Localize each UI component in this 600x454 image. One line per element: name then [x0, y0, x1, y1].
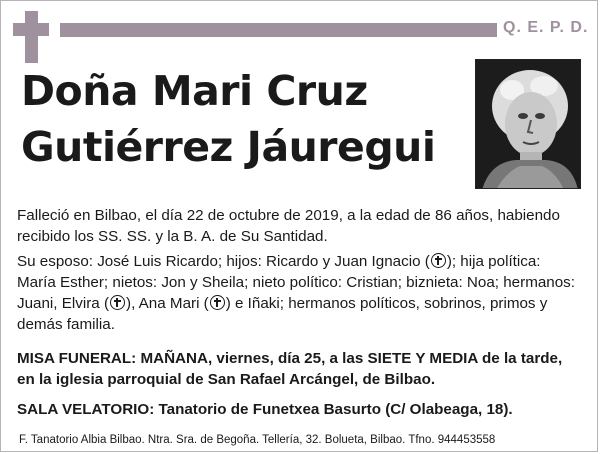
qepd-label: Q. E. P. D.	[503, 19, 589, 36]
death-notice-paragraph: Falleció en Bilbao, el día 22 de octubre de 2019, a la edad de 86 años, habiendo recibido los SS. SS. y la B. A. de Su Santidad.	[17, 207, 560, 245]
family-text-part-1: Su esposo: José Luis Ricardo; hijos: Ricardo y Juan Ignacio (	[17, 253, 430, 270]
deceased-cross-icon	[210, 295, 225, 310]
funeral-mass-paragraph: MISA FUNERAL: MAÑANA, viernes, día 25, a las SIETE Y MEDIA de la tarde, en la iglesia parroquial de San Rafael Arcángel, de Bilbao.	[17, 350, 563, 388]
name-line-2: Gutiérrez Jáuregui	[21, 123, 436, 171]
wake-room-paragraph: SALA VELATORIO: Tanatorio de Funetxea Basurto (C/ Olabeaga, 18).	[17, 401, 513, 418]
family-paragraph	[17, 251, 583, 335]
family-text-part-2: ); hija política: María Esther; nietos: Jon y Sheila; nieto político: Cristian; biznieta: Noa; hermanos: Juani, Elvira (	[17, 253, 575, 312]
cross-icon	[13, 11, 49, 63]
funeral-home-footer: F. Tanatorio Albia Bilbao. Ntra. Sra. de Begoña. Tellería, 32. Bolueta, Bilbao. Tfno. 944453558	[19, 434, 496, 446]
header-bar	[60, 23, 497, 37]
family-text-part-3: ), Ana Mari (	[126, 295, 209, 312]
deceased-photo	[475, 59, 581, 189]
deceased-cross-icon	[110, 295, 125, 310]
deceased-name	[21, 63, 461, 175]
name-line-1: Doña Mari Cruz	[21, 67, 368, 115]
deceased-cross-icon	[431, 253, 446, 268]
family-text-part-4: ) e Iñaki; hermanos políticos, sobrinos, primos y demás familia.	[17, 295, 548, 333]
